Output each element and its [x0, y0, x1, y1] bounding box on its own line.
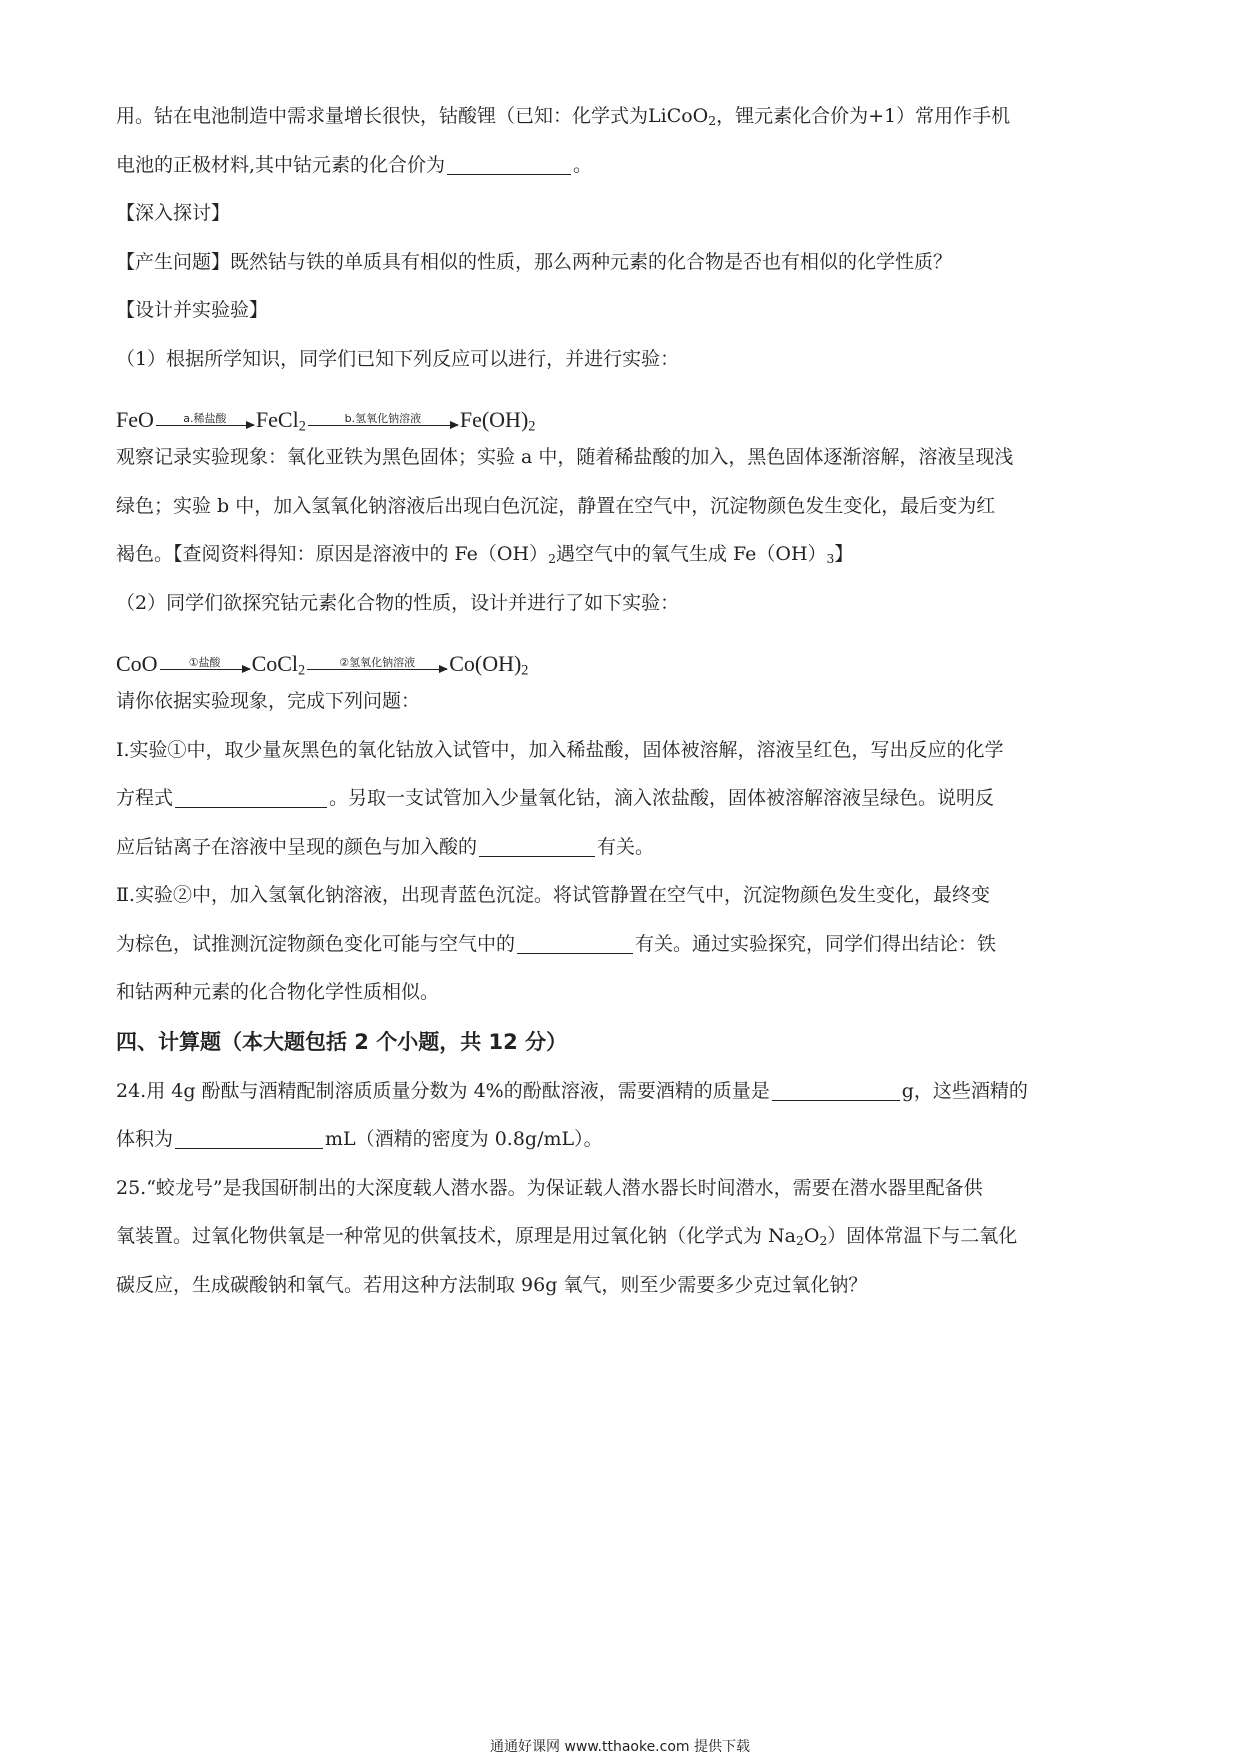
- arrow-icon: [307, 669, 447, 670]
- question-text: 体积为: [116, 1128, 174, 1150]
- answer-blank-air[interactable]: [517, 931, 633, 954]
- arrow-icon: [308, 425, 458, 426]
- reaction-arrow-1: [160, 656, 250, 670]
- answer-blank-alcohol-mass[interactable]: [772, 1078, 900, 1101]
- question-text: 有关。通过实验探究，同学们得出结论：铁: [635, 932, 997, 955]
- question-text: 应后钴离子在溶液中呈现的颜色与加入酸的: [116, 835, 478, 858]
- observation-line-1: 观察记录实验现象：氧化亚铁为黑色固体；实验 a 中，随着稀盐酸的加入，黑色固体逐渐溶解，溶液呈现浅: [116, 446, 1014, 468]
- formula-text: FeCl: [255, 407, 299, 432]
- formula-co-oh-2: [449, 651, 528, 677]
- question-text: 24.用 4g 酚酞与酒精配制溶质质量分数为 4%的酚酞溶液，需要酒精的质量是: [116, 1079, 770, 1102]
- intro-text: 电池的正极材料,其中钴元素的化合价为: [116, 153, 446, 176]
- answer-blank-valence[interactable]: [447, 152, 571, 175]
- arrow-icon: [156, 425, 254, 426]
- formula-subscript: 2: [521, 662, 529, 679]
- arrow-label-2: ②氢氧化钠溶液: [339, 655, 416, 669]
- formula-fecl2: [256, 407, 306, 433]
- arrow-label-1: ①盐酸: [188, 655, 221, 669]
- question-2-line-2: [116, 920, 1131, 969]
- question-text: 有关。: [597, 835, 655, 858]
- question-25-line-3: 碳反应，生成碳酸钠和氧气。若用这种方法制取 96g 氧气，则至少需要多少克过氧化钠？: [116, 1273, 868, 1296]
- formula-text: Co(OH): [449, 651, 522, 676]
- intro-text: ，锂元素化合价为+1）常用作手机: [716, 105, 1011, 127]
- formula-text: Fe(OH): [459, 407, 529, 432]
- formula-fe-oh-2: [460, 407, 536, 433]
- question-text: g，这些酒精的: [901, 1079, 1028, 1102]
- exp2-intro: （2）同学们欲探究钴元素化合物的性质，设计并进行了如下实验：: [116, 591, 680, 614]
- formula-text: O: [803, 1225, 820, 1247]
- problem-line: [116, 238, 1131, 287]
- observation-text: 】: [834, 543, 854, 565]
- formula-subscript: 3: [826, 552, 835, 567]
- page-footer: 通通好课网 www.tthaoke.com 提供下载: [490, 1739, 750, 1755]
- reaction-arrow-b: [308, 412, 458, 426]
- arrow-label-a: a.稀盐酸: [183, 411, 227, 425]
- observation-text: 遇空气中的氧气生成 Fe（OH）: [555, 543, 827, 565]
- heading-deep-inquiry: 【深入探讨】: [116, 202, 231, 224]
- intro-line-1: [116, 92, 1131, 141]
- question-text: 氧装置。过氧化物供氧是一种常见的供氧技术，原理是用过氧化钠（化学式为 Na: [116, 1225, 796, 1247]
- formula-subscript: 2: [548, 552, 556, 567]
- punctuation: 。: [573, 153, 593, 176]
- question-1-line-2: [116, 774, 1131, 823]
- reaction-arrow-a: [156, 412, 254, 426]
- reaction-arrow-2: [307, 656, 447, 670]
- formula-subscript: 2: [298, 662, 306, 679]
- formula-subscript: 2: [796, 1234, 804, 1249]
- observation-line-3: [116, 530, 1131, 579]
- questions-prompt: 请你依据实验现象，完成下列问题：: [116, 690, 421, 712]
- arrow-label-b: b.氢氧化钠溶液: [344, 411, 422, 425]
- arrow-icon: [160, 669, 250, 670]
- question-2-line-3: 和钴两种元素的化合物化学性质相似。: [116, 981, 440, 1003]
- question-text: ）固体常温下与二氧化: [827, 1225, 1018, 1247]
- question-24-line-1: [116, 1067, 1131, 1116]
- question-1-line-1: I.实验①中，取少量灰黑色的氧化钴放入试管中，加入稀盐酸，固体被溶解，溶液呈红色，写出反应的化学: [116, 738, 1004, 761]
- formula-licoo2: LiCoO: [648, 105, 709, 127]
- observation-text: 褐色。【查阅资料得知：原因是溶液中的 Fe（OH）: [116, 543, 549, 565]
- formula-coo: CoO: [116, 651, 158, 676]
- question-text: mL（酒精的密度为 0.8g/mL）。: [325, 1128, 603, 1150]
- observation-line-2: 绿色；实验 b 中，加入氢氧化钠溶液后出现白色沉淀，静置在空气中，沉淀物颜色发生变化，最后变为红: [116, 494, 996, 517]
- question-25-line-2: [116, 1212, 1131, 1261]
- answer-blank-equation[interactable]: [175, 785, 327, 808]
- answer-blank-acid[interactable]: [479, 834, 595, 857]
- formula-subscript: 2: [298, 418, 306, 435]
- answer-blank-alcohol-volume[interactable]: [175, 1126, 323, 1149]
- formula-subscript: 2: [528, 418, 536, 435]
- problem-tag: 【产生问题】: [116, 250, 231, 273]
- heading-design: 【设计并实验验】: [116, 299, 269, 321]
- worksheet-page: [116, 92, 1131, 1309]
- problem-text: 既然钴与铁的单质具有相似的性质，那么两种元素的化合物是否也有相似的化学性质？: [230, 250, 953, 273]
- formula-feo: FeO: [116, 407, 154, 432]
- exp1-intro: （1）根据所学知识，同学们已知下列反应可以进行，并进行实验：: [116, 347, 680, 370]
- intro-text: 用。钴在电池制造中需求量增长很快，钴酸锂（已知：化学式为: [116, 105, 649, 127]
- iron-reaction-chain: [116, 383, 1131, 433]
- cobalt-reaction-chain: [116, 627, 1131, 677]
- question-text: 方程式: [116, 787, 174, 809]
- question-2-line-1: Ⅱ.实验②中，加入氢氧化钠溶液，出现青蓝色沉淀。将试管静置在空气中，沉淀物颜色发生变化，最终变: [116, 884, 990, 906]
- formula-subscript: 2: [708, 114, 717, 129]
- question-text: 为棕色，试推测沉淀物颜色变化可能与空气中的: [116, 932, 516, 955]
- question-1-line-3: [116, 823, 1131, 872]
- formula-subscript: 2: [819, 1234, 828, 1249]
- question-text: 。另取一支试管加入少量氧化钴，滴入浓盐酸，固体被溶解溶液呈绿色。说明反: [329, 787, 995, 809]
- formula-text: CoCl: [251, 651, 299, 676]
- intro-line-2: [116, 141, 1131, 190]
- formula-cocl2: [252, 651, 306, 677]
- question-24-line-2: [116, 1115, 1131, 1164]
- section-4-title: 四、计算题（本大题包括 2 个小题，共 12 分）: [116, 1029, 568, 1054]
- question-25-line-1: 25.“蛟龙号”是我国研制出的大深度载人潜水器。为保证载人潜水器长时间潜水，需要在潜水器里配备供: [116, 1176, 983, 1199]
